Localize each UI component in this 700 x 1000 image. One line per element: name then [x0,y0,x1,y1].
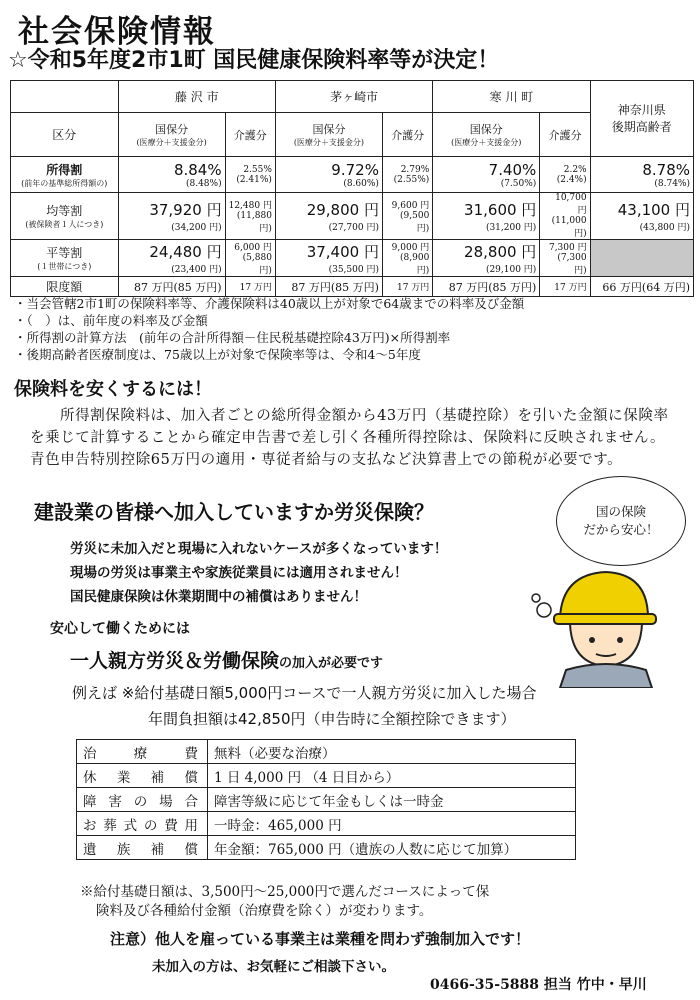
prev-value: (34,200 円) [171,223,222,233]
row-label-main: 平等割 [46,246,83,260]
value: 43,100 円 [617,201,690,219]
row-label-main: 所得割 [46,162,83,177]
prev-value: (43,800 円) [639,223,690,233]
cell-kaigo [540,240,590,277]
cell-iryo [590,193,693,240]
table-row [77,812,576,836]
cell-kokuho [118,157,225,193]
page-title: 社会保険情報 [18,14,216,50]
table-row [77,740,576,764]
note: ・後期高齢者医療制度は、75歳以上が対象で保険率等は、令和4～5年度 [14,347,421,362]
cell-kokuho [275,240,382,277]
rousai-line: 現場の労災は事業主や家族従業員には適用されません！ [70,565,408,581]
table-row [77,836,576,860]
kokuho-sub: (医療分＋支援金分) [293,138,365,147]
benefit-value: 無料（必要な治療） [208,740,576,764]
discount-body: 所得割保険料は、加入者ごとの総所得金額から43万円（基礎控除）を引いた金額に保険率を乗じて計算することから確定申告書で差し引く各種所得控除は、保険料に反映されません。青色申告特別控除65万円の適用・専従者給与の支払など決算書上での節税が必要です。 [30,408,669,468]
row-label-sub: (被保険者１人につき) [25,220,104,229]
caution-text: 注意）他人を雇っている事業主は業種を問わず強制加入です！ [110,930,531,948]
table-corner [11,81,119,113]
benefit-value: 年金額：765,000 円（遺族の人数に応じて加算） [208,836,576,860]
main-message [70,646,383,673]
kokuho-label: 国保分 [469,123,503,136]
benefits-table [76,739,576,860]
header-kanagawa-1: 神奈川県 [617,102,666,117]
cell-iryo: 66 万円(64 万円) [590,277,693,297]
cell-kaigo [540,193,590,240]
kokuho-sub: (医療分＋支援金分) [451,138,522,147]
subheader-kokuho [433,113,540,157]
cell-kokuho [433,193,540,240]
main-message-big: 一人親方労災＆労働保険 [70,650,280,672]
benefit-value: 障害等級に応じて年金もしくは一時金 [208,788,576,812]
row-label [11,193,119,240]
cell-kaigo: 17 万円 [540,277,590,297]
subheader-kaigo: 介護分 [225,113,275,157]
value: 37,920 円 [149,201,222,219]
table-row [77,788,576,812]
prev-value: (2.4%) [556,174,587,185]
header-kubun: 区分 [11,113,119,157]
prev-value: (27,700 円) [328,223,379,233]
row-label-sub: (前年の基準総所得額の) [21,178,108,188]
example-line: 年間負担額は42,850円（申告時に全額控除できます） [148,710,516,728]
construction-worker-illustration [530,560,670,688]
value: 29,800 円 [306,201,379,219]
value: 9.72% [331,160,379,179]
cell-kokuho [118,193,225,240]
rousai-line: 国民健康保険は休業期間中の補償はありません！ [70,589,367,605]
note: ・所得割の計算方法 (前年の合計所得額－住民税基礎控除43万円)×所得割率 [14,330,451,345]
benefit-key: 治療費 [77,740,208,764]
benefit-value: 一時金：465,000 円 [208,812,576,836]
prev-value: (31,200 円) [485,223,537,233]
header-fujisawa: 藤 沢 市 [118,81,275,113]
prev-value: (5,880 円) [242,253,272,276]
benefit-key: お葬式の費用 [77,812,208,836]
consult-text: 未加入の方は、お気軽にご相談下さい。 [152,959,395,975]
cell-kaigo [225,193,275,240]
prev-value: (11,000 円) [551,216,587,239]
cell-empty-gray [590,240,693,277]
prev-value: (11,880 円) [236,211,272,234]
value: 9,000 円 [391,243,430,253]
cell-kaigo [540,157,590,193]
cell-kaigo: 17 万円 [382,277,432,297]
cell-kaigo [382,240,432,277]
table-row [11,157,694,193]
discount-heading: 保険料を安くするには！ [14,379,212,400]
prev-value: (7.50%) [500,178,537,189]
header-kanagawa [590,81,693,157]
value: 2.2% [563,164,587,175]
table-row [11,193,694,240]
value: 28,800 円 [464,243,537,261]
value: 9,600 円 [391,201,430,211]
value: 24,480 円 [149,243,222,261]
value: 10,700 円 [555,193,587,216]
main-message-small: の加入が必要です [279,656,384,671]
prev-value: (8.60%) [343,178,379,189]
kokuho-sub: (医療分＋支援金分) [136,138,207,147]
value: 6,000 円 [234,243,272,253]
benefit-key: 休業補償 [77,764,208,788]
cell-iryo [590,157,693,193]
kokuho-label: 国保分 [312,123,346,136]
row-label [11,240,119,277]
cell-kokuho: 87 万円(85 万円) [433,277,540,297]
cell-kaigo [382,193,432,240]
cell-kokuho: 87 万円(85 万円) [275,277,382,297]
prev-value: (7,300 円) [557,253,587,276]
row-label-sub: (１世帯につき) [37,262,92,271]
cell-kokuho [433,157,540,193]
table-row [77,764,576,788]
note: ・当会管轄2市1町の保険料率等、介護保険料は40歳以上が対象で64歳までの料率及び金額 [14,296,525,311]
value: 12,480 円 [228,201,272,211]
kokuho-label: 国保分 [155,123,189,136]
prev-value: (2.55%) [393,174,430,185]
cell-kokuho [118,240,225,277]
cell-kaigo: 17 万円 [225,277,275,297]
anshin-text: 安心して働くためには [50,621,190,637]
rousai-heading: 建設業の皆様へ加入していますか労災保険？ [34,500,434,524]
value: 8.84% [173,160,222,179]
subheader-kokuho [275,113,382,157]
benefit-value: 1 日 4,000 円 （4 日目から） [208,764,576,788]
value: 31,600 円 [464,201,537,219]
prev-value: (29,100 円) [485,265,537,275]
contact-info: 0466-35-5888 担当 竹中・早川 [430,977,647,993]
prev-value: (35,500 円) [328,265,379,275]
prev-value: (8,900 円) [400,253,430,276]
row-label [11,157,119,193]
prev-value: (9,500 円) [400,211,430,234]
speech-bubble [556,476,686,566]
footnote: ※給付基礎日額は、3,500円～25,000円で選んだコースによって保 [80,884,490,900]
header-kanagawa-2: 後期高齢者 [611,119,672,134]
table-row [11,240,694,277]
value: 2.55% [243,164,272,175]
cell-kokuho [275,157,382,193]
footnote: 険料及び各種給付金額（治療費を除く）が変わります。 [96,903,433,919]
header-chigasaki: 茅ヶ崎市 [275,81,432,113]
value: 7,300 円 [548,243,587,253]
bubble-line-1: 国の保険 [595,504,646,519]
value: 8.78% [642,160,690,179]
prev-value: (23,400 円) [171,265,222,275]
subheader-kaigo: 介護分 [382,113,432,157]
bubble-line-2: だから安心！ [583,522,659,537]
cell-kaigo [225,157,275,193]
value: 7.40% [488,160,537,179]
example-line: 例えば ※給付基礎日額5,000円コースで一人親方労災に加入した場合 [72,684,537,702]
benefit-key: 障害の場合 [77,788,208,812]
value: 2.79% [400,164,430,175]
page-subtitle: ☆令和5年度2市1町 国民健康保険料率等が決定！ [8,48,500,73]
benefit-key: 遺族補償 [77,836,208,860]
prev-value: (8.74%) [654,178,690,189]
row-label-main: 均等割 [46,204,83,218]
insurance-rate-table [10,80,694,297]
subheader-kokuho [118,113,225,157]
cell-kokuho [275,193,382,240]
note: ・（ ）は、前年度の料率及び金額 [14,313,208,328]
cell-kokuho [433,240,540,277]
prev-value: (8.48%) [185,178,222,189]
subheader-kaigo: 介護分 [540,113,590,157]
value: 37,400 円 [306,243,379,261]
rousai-line: 労災に未加入だと現場に入れないケースが多くなっています！ [70,541,448,557]
cell-kokuho: 87 万円(85 万円) [118,277,225,297]
row-label: 限度額 [11,277,119,297]
header-samukawa: 寒 川 町 [433,81,590,113]
prev-value: (2.41%) [236,174,272,185]
cell-kaigo [225,240,275,277]
cell-kaigo [382,157,432,193]
